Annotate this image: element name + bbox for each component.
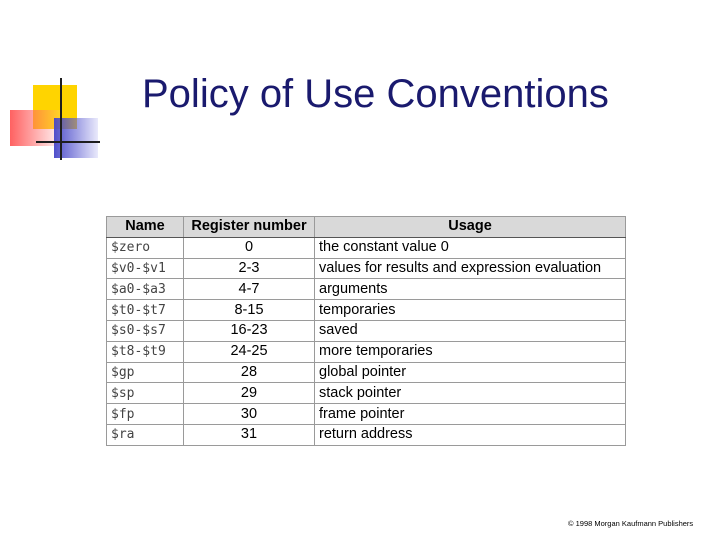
table-row bbox=[107, 362, 626, 383]
register-number: 16-23 bbox=[184, 320, 315, 341]
table-row bbox=[107, 320, 626, 341]
register-name: $sp bbox=[107, 383, 184, 404]
register-number: 29 bbox=[184, 383, 315, 404]
table-header-row bbox=[107, 217, 626, 238]
table-row bbox=[107, 237, 626, 258]
register-name: $fp bbox=[107, 404, 184, 425]
register-usage: more temporaries bbox=[315, 341, 626, 362]
decor-horizontal-line bbox=[36, 141, 100, 143]
table-row bbox=[107, 383, 626, 404]
table-row bbox=[107, 300, 626, 321]
register-number: 24-25 bbox=[184, 341, 315, 362]
table-row bbox=[107, 341, 626, 362]
register-name: $t0-$t7 bbox=[107, 300, 184, 321]
register-usage: temporaries bbox=[315, 300, 626, 321]
register-name: $ra bbox=[107, 424, 184, 445]
table-row bbox=[107, 404, 626, 425]
register-usage: saved bbox=[315, 320, 626, 341]
table-row bbox=[107, 279, 626, 300]
register-number: 0 bbox=[184, 237, 315, 258]
header-name: Name bbox=[107, 217, 184, 238]
register-name: $gp bbox=[107, 362, 184, 383]
register-usage: return address bbox=[315, 424, 626, 445]
register-table bbox=[106, 216, 626, 446]
register-usage: frame pointer bbox=[315, 404, 626, 425]
register-number: 30 bbox=[184, 404, 315, 425]
header-register-number: Register number bbox=[184, 217, 315, 238]
slide-title: Policy of Use Conventions bbox=[142, 72, 609, 116]
register-usage: stack pointer bbox=[315, 383, 626, 404]
decor-vertical-line bbox=[60, 78, 62, 160]
register-name: $zero bbox=[107, 237, 184, 258]
register-name: $t8-$t9 bbox=[107, 341, 184, 362]
register-usage: the constant value 0 bbox=[315, 237, 626, 258]
register-name: $v0-$v1 bbox=[107, 258, 184, 279]
header-usage: Usage bbox=[315, 217, 626, 238]
register-number: 4-7 bbox=[184, 279, 315, 300]
register-number: 31 bbox=[184, 424, 315, 445]
register-number: 2-3 bbox=[184, 258, 315, 279]
register-usage: values for results and expression evaluation bbox=[315, 258, 626, 279]
table-row bbox=[107, 424, 626, 445]
register-name: $s0-$s7 bbox=[107, 320, 184, 341]
register-usage: global pointer bbox=[315, 362, 626, 383]
copyright-footer: © 1998 Morgan Kaufmann Publishers bbox=[568, 519, 694, 528]
register-number: 28 bbox=[184, 362, 315, 383]
register-number: 8-15 bbox=[184, 300, 315, 321]
register-usage: arguments bbox=[315, 279, 626, 300]
register-name: $a0-$a3 bbox=[107, 279, 184, 300]
table-row bbox=[107, 258, 626, 279]
